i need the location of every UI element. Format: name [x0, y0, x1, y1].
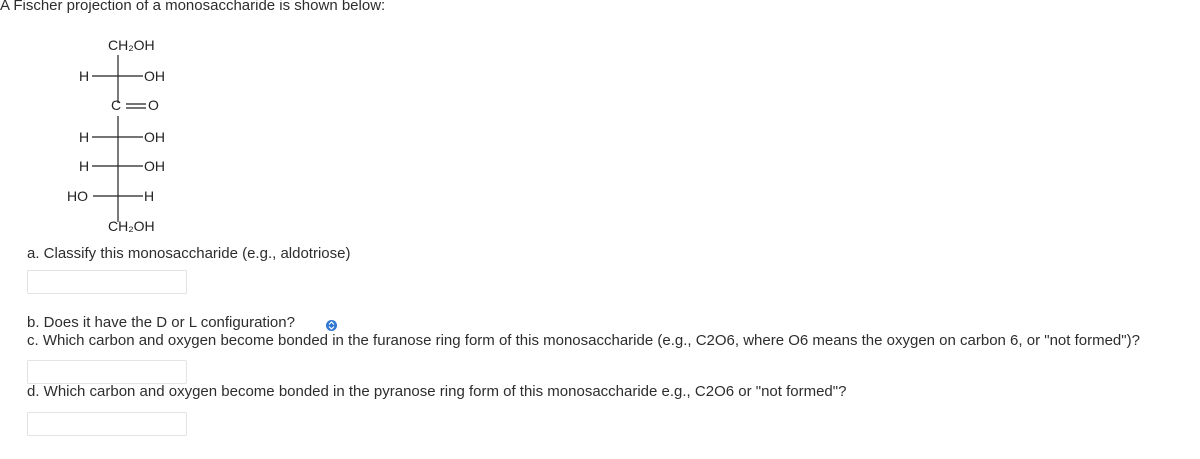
row3-left-label: H	[79, 158, 90, 174]
row2-right-label: OH	[144, 129, 165, 145]
question-c-input[interactable]	[27, 360, 187, 384]
row3-right-label: OH	[144, 158, 165, 174]
carbonyl-o-label: O	[148, 97, 159, 113]
row4-left-label: HO	[67, 188, 88, 204]
row2-left-label: H	[79, 129, 90, 145]
row1-left-label: H	[79, 68, 90, 84]
carbonyl-c-label: C	[111, 97, 122, 113]
question-b-text: b. Does it have the D or L configuration?	[27, 314, 295, 331]
chevron-up-down-icon[interactable]	[326, 320, 337, 331]
question-a-text: a. Classify this monosaccharide (e.g., aldotriose)	[27, 245, 351, 262]
question-a-input[interactable]	[27, 270, 187, 294]
dl-configuration-select[interactable]	[296, 315, 318, 333]
bottom-ch2oh-label: CH₂OH	[108, 218, 155, 234]
top-ch2oh-label: CH₂OH	[108, 37, 155, 53]
row4-right-label: H	[144, 188, 155, 204]
row1-right-label: OH	[144, 68, 165, 84]
intro-text: A Fischer projection of a monosaccharide is shown below:	[0, 0, 386, 14]
question-c-text: c. Which carbon and oxygen become bonded in the furanose ring form of this monosaccharide (e.g., C2O6, where O6 means the oxygen on carbon 6, or "not formed")?	[27, 332, 1140, 349]
question-d-text: d. Which carbon and oxygen become bonded in the pyranose ring form of this monosaccharide e.g., C2O6 or "not formed"?	[27, 383, 847, 400]
question-d-input[interactable]	[27, 412, 187, 436]
fischer-bonds	[0, 0, 260, 240]
